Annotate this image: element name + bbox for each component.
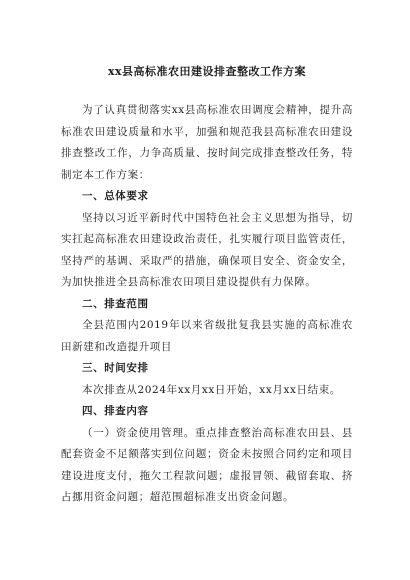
document-title: xx县高标准农田建设排查整改工作方案 (107, 65, 307, 78)
section-body-schedule: 本次排查从2024年xx月xx日开始，xx月xx日结束。 (82, 383, 341, 396)
section-body-general-requirements: 坚持以习近平新时代中国特色社会主义思想为指导，切实扛起高标准农田建设政治责任，扎实履行项目监管责任，坚持严的基调、采取严的措施，确保项目安全、资金安全，为加快推进全县高标准农田项目建设提供有力保障。 (61, 211, 353, 288)
document-body (61, 64, 353, 509)
section-heading-schedule: 三、时间安排 (82, 362, 149, 374)
section-heading-content: 四、排查内容 (82, 405, 149, 417)
intro-paragraph: 为了认真贯彻落实xx县高标准农田调度会精神，提升高标准农田建设质量和水平，加强和规范我县高标准农田建设排查整改工作，力争高质量、按时间完成排查整改任务，特制定本工作方案： (61, 104, 353, 181)
section-heading-general-requirements: 一、总体要求 (82, 190, 149, 202)
section-body-scope: 全县范围内2019年以来省级批复我县实施的高标准农田新建和改造提升项目 (61, 319, 353, 353)
section-body-content: （一）资金使用管理。重点排查整治高标准农田县、县配套资金不足额落实到位问题；资金未按照合同约定和项目建设进度支付，拖欠工程款问题；虚报冒领、截留套取、挤占挪用资金问题；超范围超标准支出资金问题。 (61, 426, 353, 503)
section-heading-scope: 二、排查范围 (82, 297, 149, 310)
